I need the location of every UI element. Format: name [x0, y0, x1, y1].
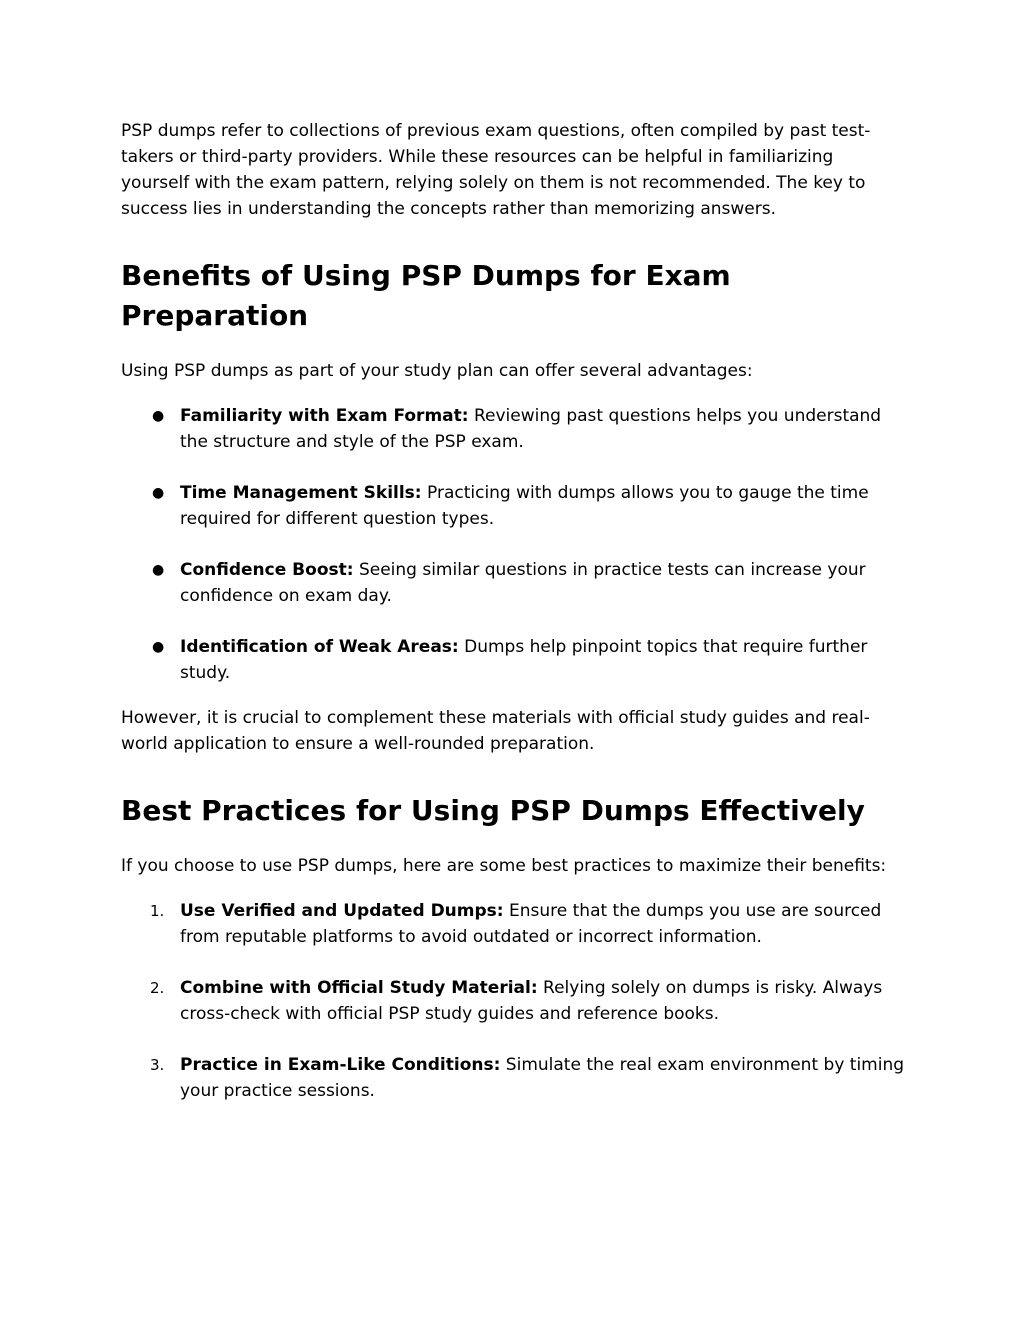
list-item-text: Reviewing past questions helps you understand the structure and style of the PSP exam.: [180, 406, 882, 452]
list-item-term: Use Verified and Updated Dumps:: [180, 901, 504, 921]
document-page: [121, 118, 906, 1123]
list-item-term: Confidence Boost:: [180, 560, 354, 580]
list-item-text: Dumps help pinpoint topics that require further study.: [180, 637, 868, 683]
list-item-text: Practicing with dumps allows you to gauge the time required for different question types.: [180, 483, 869, 529]
list-item-text: Ensure that the dumps you use are sourced from reputable platforms to avoid outdated or incorrect information.: [180, 901, 882, 947]
list-item: [152, 480, 906, 532]
bullet-icon: ●: [152, 562, 165, 578]
list-item: [152, 634, 906, 686]
benefits-closing-paragraph: However, it is crucial to complement these materials with official study guides and real-world application to ensure a well-rounded preparation.: [121, 708, 870, 754]
list-item: [150, 975, 906, 1027]
bullet-icon: ●: [152, 639, 165, 655]
list-item: [152, 557, 906, 609]
list-item: [152, 403, 906, 455]
best-practices-lead-paragraph: If you choose to use PSP dumps, here are some best practices to maximize their benefits:: [121, 856, 887, 876]
list-number: 1.: [150, 902, 165, 920]
list-item-term: Time Management Skills:: [180, 483, 422, 503]
list-item-term: Practice in Exam-Like Conditions:: [180, 1055, 501, 1075]
list-item-text: Relying solely on dumps is risky. Always cross-check with official PSP study guides and reference books.: [180, 978, 883, 1024]
list-number: 3.: [150, 1056, 165, 1074]
bullet-icon: ●: [152, 408, 165, 424]
list-item-term: Combine with Official Study Material:: [180, 978, 538, 998]
list-item-text: Seeing similar questions in practice tests can increase your confidence on exam day.: [180, 560, 866, 606]
section-heading-benefits: Benefits of Using PSP Dumps for Exam Preparation: [121, 259, 731, 332]
list-item-term: Familiarity with Exam Format:: [180, 406, 469, 426]
list-item: [150, 898, 906, 950]
benefits-list: [121, 403, 906, 686]
list-item: [150, 1052, 906, 1104]
bullet-icon: ●: [152, 485, 165, 501]
benefits-lead-paragraph: Using PSP dumps as part of your study plan can offer several advantages:: [121, 361, 753, 381]
intro-paragraph: PSP dumps refer to collections of previous exam questions, often compiled by past test-takers or third-party providers. While these resources can be helpful in familiarizing yourself with the exam pattern, relying solely on them is not recommended. The key to success lies in understanding the concepts rather than memorizing answers.: [121, 121, 871, 219]
list-item-term: Identification of Weak Areas:: [180, 637, 459, 657]
list-item-text: Simulate the real exam environment by timing your practice sessions.: [180, 1055, 905, 1101]
best-practices-list: [121, 898, 906, 1104]
list-number: 2.: [150, 979, 165, 997]
section-heading-best-practices: Best Practices for Using PSP Dumps Effectively: [121, 794, 865, 827]
